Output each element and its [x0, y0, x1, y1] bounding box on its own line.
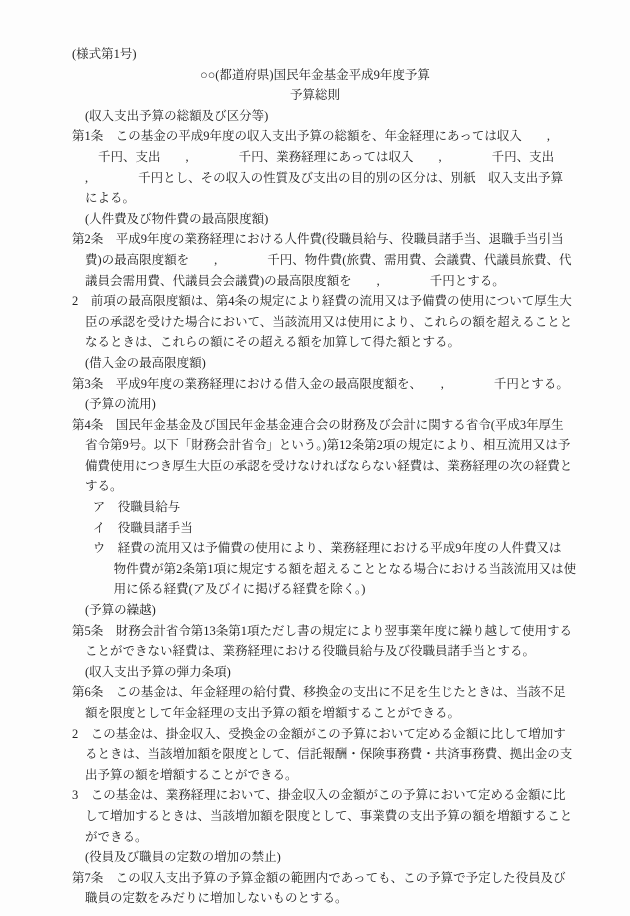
body-line: (収入支出予算の弾力条項): [85, 664, 231, 679]
body-line: , 千円とし、その収入の性質及び支出の目的別の区分は、別紙 収入支出予算: [85, 170, 564, 185]
body-line: るときは、当該増加額を限度として、信託報酬・保険事務費・共済事務費、拠出金の支: [85, 747, 573, 762]
body-line: 第3条 平成9年度の業務経理における借入金の最高限度額を、 , 千円とする。: [72, 376, 569, 391]
document-subtitle: 予算総則: [289, 88, 340, 103]
body-line: ことができない経費は、業務経理における役職員給与及び役職員諸手当とする。: [85, 644, 536, 659]
body-line: 費)の最高限度額を , 千円、物件費(旅費、需用費、会議費、代議員旅費、代: [85, 252, 572, 267]
body-line: (予算の繰越): [85, 603, 156, 618]
body-line: する。: [85, 479, 123, 494]
body-line: 用に係る経費(ア及びイに掲げる経費を除く。): [113, 582, 366, 597]
body-line: (人件費及び物件費の最高限度額): [85, 211, 269, 226]
body-line: 第1条 この基金の平成9年度の収入支出予算の総額を、年金経理にあっては収入 ,: [72, 129, 551, 144]
body-line: 第6条 この基金は、年金経理の給付費、移換金の支出に不足を生じたときは、当該不足: [72, 685, 566, 700]
form-number-label: (様式第1号): [72, 47, 137, 61]
body-line: して増加するときは、当該増加額を限度として、事業費の支出予算の額を増額すること: [85, 808, 573, 823]
body-line: による。: [85, 191, 136, 206]
body-line: 3 この基金は、業務経理において、掛金収入の金額がこの予算において定める金額に比: [72, 788, 566, 803]
body-line: 第4条 国民年金基金及び国民年金基金連合会の財務及び会計に関する省令(平成3年厚生: [72, 417, 564, 432]
body-line: 第5条 財務会計省令第13条第1項ただし書の規定により翌事業年度に繰り越して使用する: [72, 623, 573, 638]
body-line: 臣の承認を受けた場合において、当該流用又は使用により、これらの額を超えることと: [85, 314, 573, 329]
body-line: (収入支出予算の総額及び区分等): [85, 108, 269, 123]
body-line: イ 役職員諸手当: [92, 520, 193, 535]
document-body: [72, 106, 577, 909]
body-line: 額を限度として年金経理の支出予算の額を増額することができる。: [85, 706, 461, 720]
body-line: (予算の流用): [85, 397, 156, 412]
body-line: 2 この基金は、掛金収入、受換金の金額がこの予算において定める金額に比して増加す: [72, 726, 566, 741]
body-line: 職員の定数をみだりに増加しないものとする。: [85, 891, 348, 906]
body-line: ウ 経費の流用又は予備費の使用により、業務経理における平成9年度の人件費又は: [92, 541, 562, 556]
body-line: 議員会需用費、代議員会会議費)の最高限度額を , 千円とする。: [85, 273, 505, 288]
body-line: 千円、支出 , 千円、業務経理にあっては収入 , 千円、支出: [98, 149, 555, 164]
body-line: ができる。: [85, 829, 148, 844]
body-line: 備費使用につき厚生大臣の承認を受けなければならない経費は、業務経理の次の経費と: [85, 458, 573, 473]
body-line: 省令第9号。以下「財務会計省令」という。)第12条第2項の規定により、相互流用又は予: [85, 438, 571, 453]
body-line: 物件費が第2条第1項に規定する額を超えることとなる場合における当該流用又は使: [113, 561, 577, 576]
body-line: (役員及び職員の定数の増加の禁止): [85, 850, 281, 865]
document-title: ○○(都道府県)国民年金基金平成9年度予算: [200, 67, 430, 82]
body-line: 出予算の額を増額することができる。: [85, 767, 298, 782]
body-line: 2 前項の最高限度額は、第4条の規定により経費の流用又は予備費の使用について厚生大: [72, 294, 572, 309]
body-line: ア 役職員給与: [92, 500, 181, 515]
body-line: 第2条 平成9年度の業務経理における人件費(役職員給与、役職員諸手当、退職手当引当: [72, 232, 564, 247]
body-line: 第7条 この収入支出予算の予算金額の範囲内であっても、この予算で予定した役員及び: [72, 870, 566, 885]
body-line: なるときは、これらの額にその超える額を加算して得た額とする。: [85, 335, 461, 350]
body-line: (借入金の最高限度額): [85, 355, 206, 370]
